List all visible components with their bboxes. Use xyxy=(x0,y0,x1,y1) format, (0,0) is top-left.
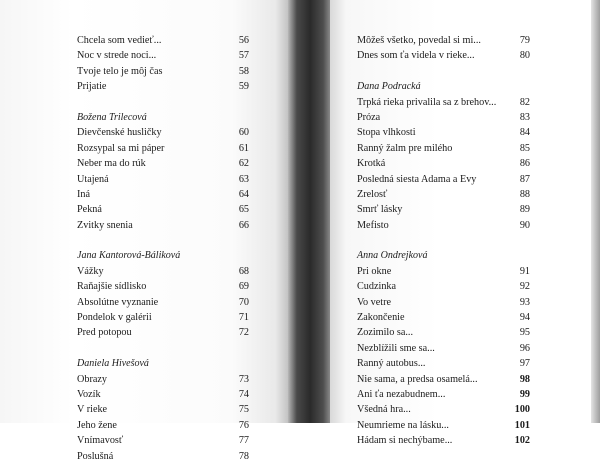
entry-title: Vnímavosť xyxy=(77,435,124,447)
entry-title: Jeho žene xyxy=(77,419,117,431)
entry-title: Nezblížili sme sa... xyxy=(357,342,435,354)
toc-entry xyxy=(77,141,249,156)
entry-page-number: 95 xyxy=(519,327,530,339)
entry-title: Pri okne xyxy=(357,265,392,277)
entry-page-number: 56 xyxy=(238,35,249,46)
entry-page-number: 59 xyxy=(238,81,249,93)
toc-entry xyxy=(357,387,530,402)
entry-page-number: 83 xyxy=(519,111,530,123)
entry-page-number: 98 xyxy=(519,373,530,385)
toc-entry xyxy=(77,64,249,79)
toc-entry xyxy=(77,172,249,187)
toc-entry xyxy=(77,33,249,48)
entry-title: Zvitky snenia xyxy=(77,219,133,231)
entry-page-number: 86 xyxy=(519,158,530,170)
toc-entry xyxy=(357,341,530,356)
section-spacer xyxy=(357,233,530,248)
entry-title: Poslušná xyxy=(77,450,114,462)
author-heading: Daniela Hivešová xyxy=(77,358,149,370)
entry-title: Vo vetre xyxy=(357,296,392,308)
entry-title: Neber ma do rúk xyxy=(77,158,146,170)
toc-entry xyxy=(77,125,249,140)
author-heading: Božena Trilecová xyxy=(77,111,147,123)
toc-entry xyxy=(357,95,530,110)
entry-page-number: 74 xyxy=(238,388,249,400)
toc-right xyxy=(357,33,530,449)
entry-title: Vážky xyxy=(77,265,104,277)
toc-entry xyxy=(357,433,530,448)
entry-page-number: 90 xyxy=(519,219,530,231)
toc-entry xyxy=(357,418,530,433)
entry-page-number: 64 xyxy=(238,188,249,200)
entry-title: Pekná xyxy=(77,204,102,216)
toc-entry xyxy=(357,402,530,417)
entry-page-number: 72 xyxy=(238,327,249,339)
entry-page-number: 93 xyxy=(519,296,530,308)
entry-title: Nie sama, a predsa osamelá... xyxy=(357,373,478,385)
entry-page-number: 77 xyxy=(238,435,249,447)
entry-page-number: 73 xyxy=(238,373,249,385)
entry-page-number: 82 xyxy=(519,96,530,108)
entry-title: Vozík xyxy=(77,388,101,400)
entry-title: Zrelosť xyxy=(357,188,388,200)
toc-entry xyxy=(357,125,530,140)
entry-page-number: 70 xyxy=(238,296,249,308)
toc-entry xyxy=(357,356,530,371)
entry-page-number: 84 xyxy=(519,127,530,139)
entry-page-number: 63 xyxy=(238,173,249,185)
entry-title: Zozimilo sa... xyxy=(357,327,414,339)
entry-page-number: 99 xyxy=(519,388,530,400)
entry-title: Obrazy xyxy=(77,373,107,385)
toc-entry xyxy=(357,295,530,310)
entry-title: Smrť lásky xyxy=(357,204,403,216)
entry-title: Mefisto xyxy=(357,219,389,231)
entry-title: Ani ťa nezabudnem... xyxy=(357,388,446,400)
toc-entry xyxy=(77,310,249,325)
toc-entry xyxy=(77,295,249,310)
entry-title: Prijatie xyxy=(77,81,107,93)
entry-title: Trpká rieka privalila sa z brehov... xyxy=(357,96,497,108)
author-heading: Jana Kantorová-Báliková xyxy=(77,250,181,262)
entry-title: Rozsypal sa mi páper xyxy=(77,142,165,154)
entry-page-number: 102 xyxy=(514,435,530,447)
author-heading: Dana Podracká xyxy=(357,81,421,93)
entry-title: Môžeš všetko, povedal si mi... xyxy=(357,35,481,46)
section-spacer xyxy=(77,95,249,110)
entry-title: Pondelok v galérii xyxy=(77,312,152,324)
entry-page-number: 65 xyxy=(238,204,249,216)
entry-title: Noc v strede noci... xyxy=(77,50,157,62)
toc-entry xyxy=(357,48,530,63)
entry-page-number: 87 xyxy=(519,173,530,185)
toc-entry xyxy=(77,372,249,387)
entry-title: Iná xyxy=(77,188,91,200)
entry-page-number: 71 xyxy=(238,312,249,324)
entry-page-number: 85 xyxy=(519,142,530,154)
toc-entry xyxy=(77,264,249,279)
entry-title: Próza xyxy=(357,111,381,123)
entry-page-number: 68 xyxy=(238,265,249,277)
entry-page-number: 76 xyxy=(238,419,249,431)
entry-title: Neumrieme na lásku... xyxy=(357,419,449,431)
entry-title: Chcela som vedieť... xyxy=(77,35,162,46)
entry-page-number: 101 xyxy=(514,419,530,431)
toc-entry xyxy=(357,325,530,340)
entry-title: Všedná hra... xyxy=(357,404,411,416)
toc-entry xyxy=(77,279,249,294)
toc-entry xyxy=(357,110,530,125)
toc-entry xyxy=(77,449,249,464)
toc-entry xyxy=(77,433,249,448)
toc-entry xyxy=(77,48,249,63)
toc-entry xyxy=(77,202,249,217)
entry-page-number: 96 xyxy=(519,342,530,354)
toc-entry xyxy=(77,79,249,94)
entry-title: Zakončenie xyxy=(357,312,405,324)
toc-entry xyxy=(357,33,530,48)
entry-page-number: 62 xyxy=(238,158,249,170)
toc-entry xyxy=(77,325,249,340)
entry-title: Dievčenské husličky xyxy=(77,127,162,139)
entry-page-number: 97 xyxy=(519,358,530,370)
toc-entry xyxy=(77,218,249,233)
entry-page-number: 91 xyxy=(519,265,530,277)
entry-title: Stopa vlhkosti xyxy=(357,127,416,139)
book-gutter xyxy=(288,0,332,423)
section-spacer xyxy=(77,341,249,356)
entry-page-number: 100 xyxy=(514,404,530,416)
toc-left xyxy=(77,33,249,464)
entry-title: Utajená xyxy=(77,173,109,185)
entry-page-number: 69 xyxy=(238,281,249,293)
toc-entry xyxy=(357,218,530,233)
entry-page-number: 57 xyxy=(238,50,249,62)
toc-entry xyxy=(357,156,530,171)
section-spacer xyxy=(77,233,249,248)
entry-page-number: 60 xyxy=(238,127,249,139)
entry-title: Hádam si nechýbame... xyxy=(357,435,453,447)
toc-entry xyxy=(357,279,530,294)
entry-title: Raňajšie sídlisko xyxy=(77,281,147,293)
toc-entry xyxy=(357,310,530,325)
entry-title: Krotká xyxy=(357,158,386,170)
entry-title: Ranný autobus... xyxy=(357,358,426,370)
entry-page-number: 75 xyxy=(238,404,249,416)
entry-title: Tvoje telo je môj čas xyxy=(77,65,163,77)
toc-entry xyxy=(77,402,249,417)
toc-entry xyxy=(357,187,530,202)
entry-page-number: 78 xyxy=(238,450,249,462)
toc-entry xyxy=(77,187,249,202)
entry-page-number: 94 xyxy=(519,312,530,324)
toc-entry xyxy=(357,264,530,279)
page-edge xyxy=(591,0,600,423)
toc-entry xyxy=(357,202,530,217)
entry-title: Dnes som ťa videla v rieke... xyxy=(357,50,475,62)
toc-entry xyxy=(357,172,530,187)
toc-entry xyxy=(77,387,249,402)
entry-title: Cudzinka xyxy=(357,281,397,293)
author-heading: Anna Ondrejková xyxy=(357,250,428,262)
entry-page-number: 61 xyxy=(238,142,249,154)
entry-page-number: 80 xyxy=(519,50,530,62)
entry-page-number: 89 xyxy=(519,204,530,216)
entry-title: Pred potopou xyxy=(77,327,132,339)
toc-entry xyxy=(357,372,530,387)
entry-title: Posledná siesta Adama a Evy xyxy=(357,173,477,185)
entry-page-number: 66 xyxy=(238,219,249,231)
entry-title: V rieke xyxy=(77,404,108,416)
entry-page-number: 58 xyxy=(238,65,249,77)
entry-page-number: 92 xyxy=(519,281,530,293)
toc-entry xyxy=(357,141,530,156)
toc-entry xyxy=(77,156,249,171)
entry-title: Ranný žalm pre milého xyxy=(357,142,453,154)
entry-page-number: 79 xyxy=(519,35,530,46)
entry-page-number: 88 xyxy=(519,188,530,200)
entry-title: Absolútne vyznanie xyxy=(77,296,159,308)
section-spacer xyxy=(357,64,530,79)
toc-entry xyxy=(77,418,249,433)
